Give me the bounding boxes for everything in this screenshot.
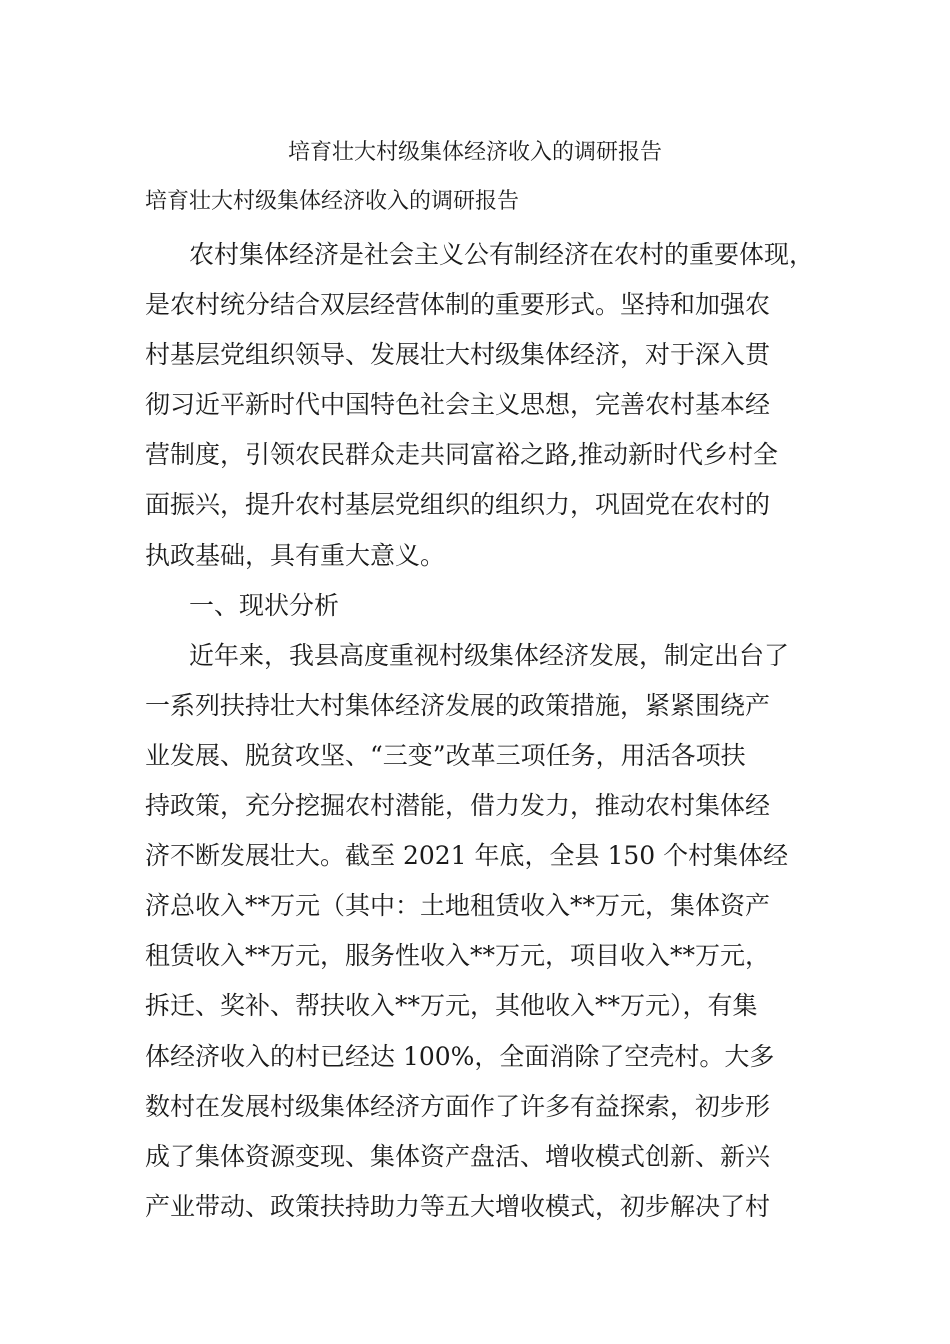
section-heading: 一、现状分析 <box>189 590 340 620</box>
paragraph-line: 农村集体经济是社会主义公有制经济在农村的重要体现， <box>189 240 815 269</box>
paragraph-line: 拆迁、奖补、帮扶收入**万元，其他收入**万元），有集 <box>145 991 758 1021</box>
paragraph-line: 业发展、脱贫攻坚、“三变”改革三项任务，用活各项扶 <box>145 740 746 770</box>
paragraph-line: 是农村统分结合双层经营体制的重要形式。坚持和加强农 <box>145 290 771 320</box>
paragraph-line: 执政基础，具有重大意义。 <box>145 540 446 570</box>
paragraph-line: 成了集体资源变现、集体资产盘活、增收模式创新、新兴 <box>145 1141 771 1171</box>
paragraph-line: 近年来，我县高度重视村级集体经济发展，制定出台了 <box>189 640 790 670</box>
paragraph-line: 济不断发展壮大。截至 2021 年底，全县 150 个村集体经 <box>145 841 789 871</box>
paragraph-line: 持政策，充分挖掘农村潜能，借力发力，推动农村集体经 <box>145 791 771 821</box>
paragraph-line: 面振兴，提升农村基层党组织的组织力，巩固党在农村的 <box>145 490 771 520</box>
paragraph-line: 村基层党组织领导、发展壮大村级集体经济，对于深入贯 <box>145 340 771 370</box>
paragraph-line: 彻习近平新时代中国特色社会主义思想，完善农村基本经 <box>145 390 771 420</box>
paragraph-line: 一系列扶持壮大村集体经济发展的政策措施，紧紧围绕产 <box>145 690 771 720</box>
paragraph-line: 租赁收入**万元，服务性收入**万元，项目收入**万元， <box>145 941 771 971</box>
document-title: 培育壮大村级集体经济收入的调研报告 <box>287 140 662 165</box>
paragraph-line: 营制度，引领农民群众走共同富裕之路,推动新时代乡村全 <box>145 440 778 470</box>
paragraph-line: 数村在发展村级集体经济方面作了许多有益探索，初步形 <box>145 1091 771 1121</box>
paragraph-line: 济总收入**万元（其中：土地租赁收入**万元，集体资产 <box>145 891 771 921</box>
paragraph-line: 产业带动、政策扶持助力等五大增收模式，初步解决了村 <box>145 1191 771 1221</box>
document-subtitle: 培育壮大村级集体经济收入的调研报告 <box>145 189 520 214</box>
document-body <box>145 230 815 1232</box>
paragraph-line: 体经济收入的村已经达 100%，全面消除了空壳村。大多 <box>145 1041 775 1071</box>
